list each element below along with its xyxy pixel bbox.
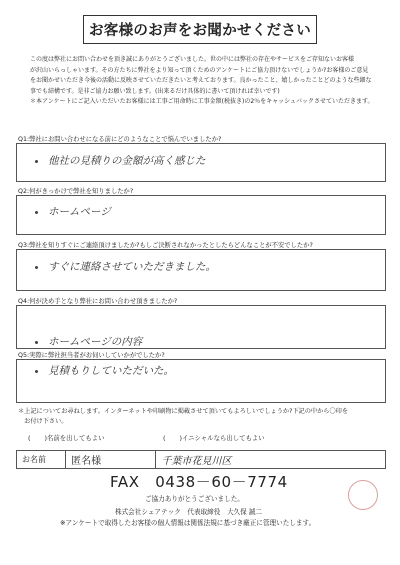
question-5: Q5:実際に弊社担当者がお伺いしていかがでしたか? (18, 352, 165, 359)
intro-line: が沢山いらっしゃいます。その方たちに弊社をより知って頂くためのアンケートにご協力頂けないでしょうか?お客様のご意見 (30, 66, 369, 74)
answer-4: ホームページの内容 (48, 336, 143, 348)
answer-box-5[interactable] (16, 359, 386, 403)
bullet-icon (35, 160, 38, 163)
option-name-ok-label: 名前を出してもよい (47, 434, 105, 442)
answer-box-1[interactable] (16, 143, 386, 182)
bullet-icon (35, 266, 38, 269)
option-initials-ok[interactable]: ( )イニシャルなら出してもよい (163, 434, 265, 442)
name-table (16, 450, 386, 469)
intro-line: この度は弊社にお問い合わせを頂き誠にありがとうございました。世の中には弊社の存在やサービスをご存知ないお客様 (30, 56, 355, 63)
intro-line: をお聞かせいただき今後の活動に反映させていただきたいと考えております。良かったこと、嬉しかったことどのような些細な (30, 77, 372, 85)
bullet-icon (35, 211, 38, 214)
consent-line: ＊上記についてお尋ねします。インターネットや印刷物に掲載させて頂いてもよろしいでしょうか?下記の中から〇印を (18, 408, 349, 415)
question-1: Q1:弊社にお問い合わせになる前にどのようなことで悩んでいましたか? (18, 136, 222, 143)
option-initials-ok-label: イニシャルなら出してもよい (182, 434, 265, 442)
answer-box-3[interactable] (16, 249, 386, 291)
option-name-ok[interactable]: ( )名前を出してもよい (28, 434, 105, 442)
answer-5: 見積もりしていただいた。 (48, 365, 174, 377)
bullet-icon (35, 341, 38, 344)
consent-line: お付け下さい。 (18, 417, 68, 425)
answer-2: ホームページ (48, 206, 111, 218)
fax-number: FAX 0438－60－7774 (110, 473, 288, 491)
answer-1: 他社の見積りの金額が高く感じた (48, 155, 206, 167)
consent-text (18, 407, 348, 426)
question-2: Q2:何がきっかけで弊社を知りましたか? (18, 188, 134, 195)
company-info: 株式会社シェアテック 代表取締役 大久保 誠二 (115, 508, 263, 516)
intro-line: ＊本アンケートにご記入いただいたお客様には工事ご用命時に工事金額(税抜き)の2％をキャッシュバックさせていただきます。 (30, 98, 374, 106)
intro-line: 事でも結構です。是非ご協力お願い致します。(出来るだけ具体的に書いて頂ければ幸いです) (30, 87, 280, 95)
name-label: お名前 (17, 451, 66, 468)
address-value[interactable]: 千葉市花見川区 (161, 456, 232, 467)
intro-text (30, 55, 380, 108)
answer-box-2[interactable] (16, 195, 386, 235)
name-value[interactable]: 匿名様 (66, 451, 156, 468)
answer-box-4[interactable] (16, 305, 386, 349)
answer-3: すぐに連絡させていただきました。 (48, 261, 216, 273)
privacy-note: ※アンケートで取得したお客様の個人情報は関係法規に基づき厳正に管理いたします。 (60, 519, 316, 527)
bullet-icon (35, 370, 38, 373)
thanks-text: ご協力ありがとうございました。 (145, 495, 244, 503)
seal-stamp (348, 480, 378, 510)
page-title: お客様のお声をお聞かせください (83, 15, 317, 44)
question-4: Q4:何が決め手となり弊社にお問い合わせ頂きましたか? (18, 298, 178, 305)
question-3: Q3:弊社を知りすぐにご連絡頂けましたか?もしご決断されなかったとしたらどんなことが不安でしたか? (18, 242, 313, 249)
